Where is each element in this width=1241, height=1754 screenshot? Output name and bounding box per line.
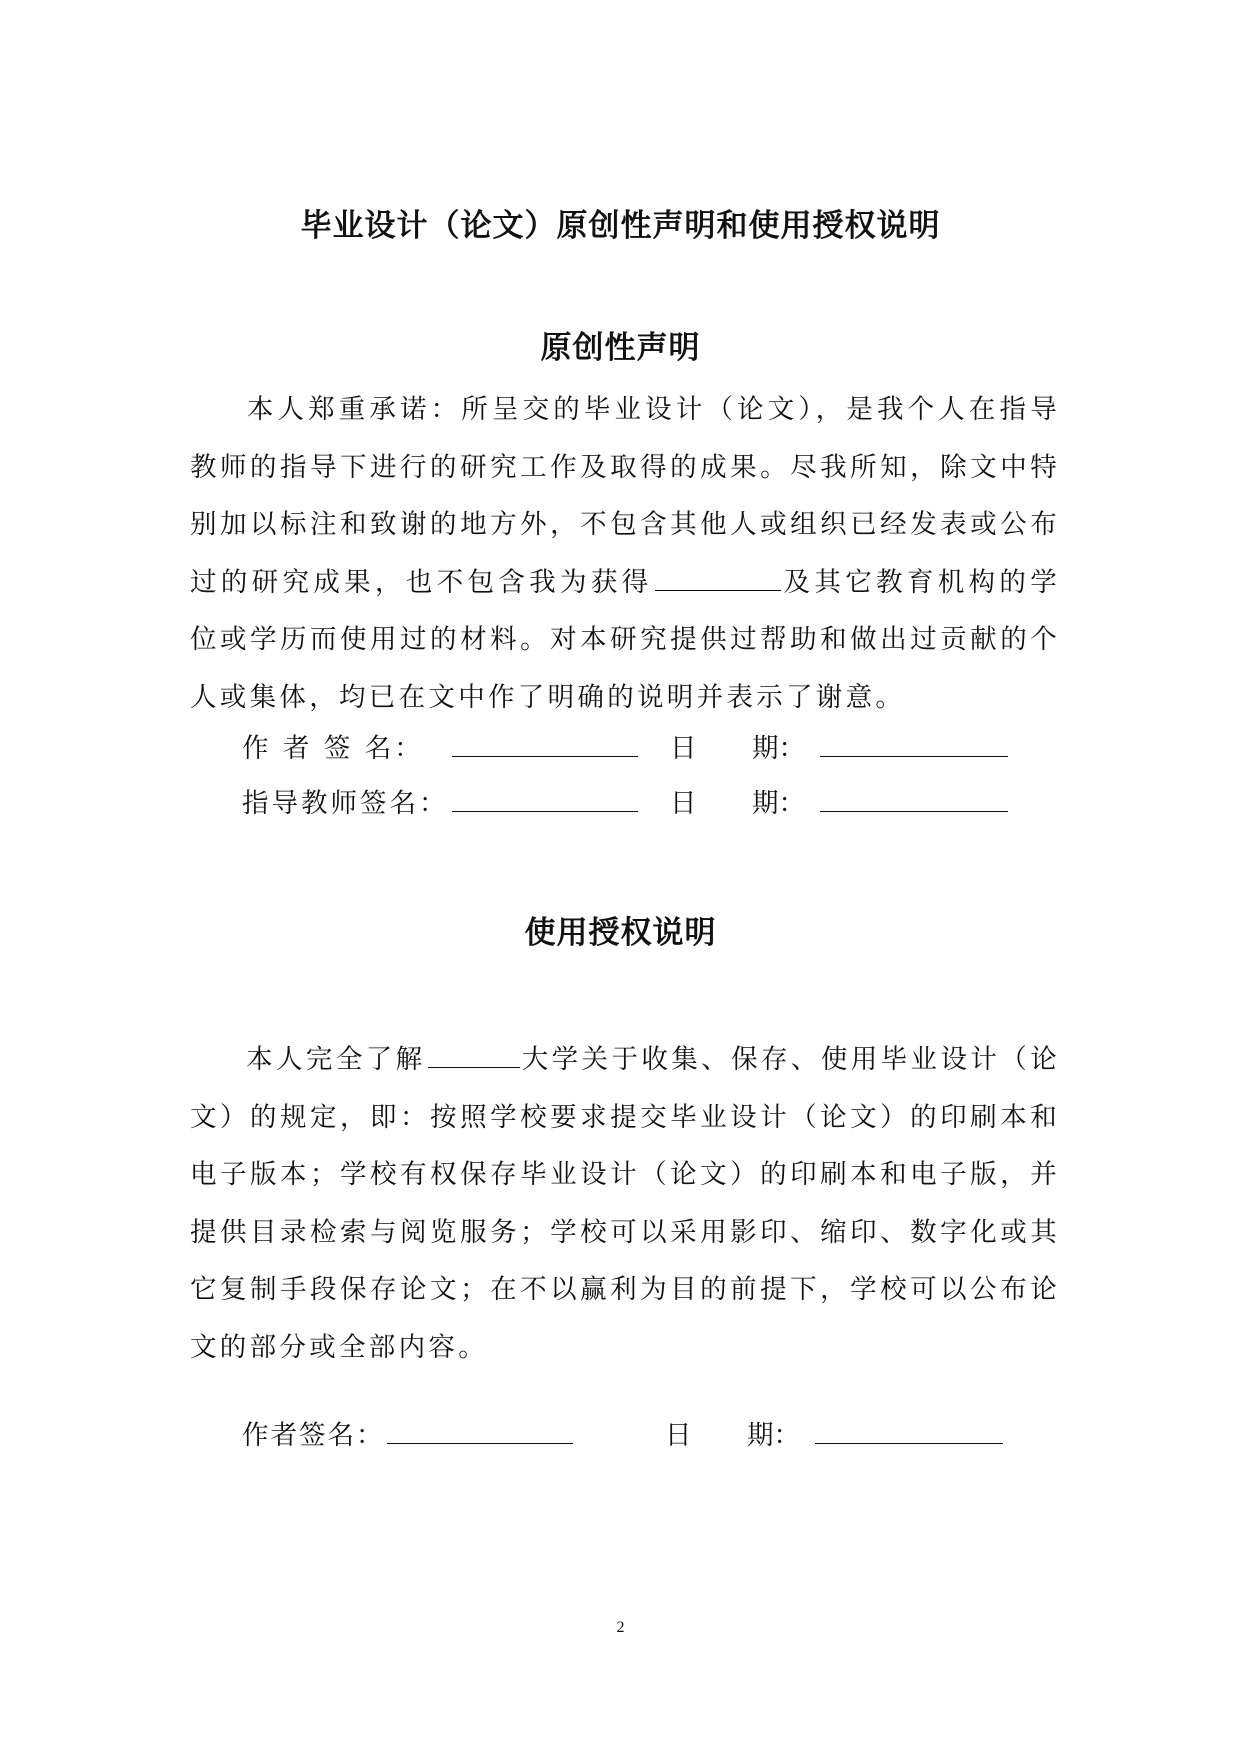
author-signature-row [242,726,1008,766]
date-label-char-1: 日 [670,788,697,819]
university-blank-line [428,1042,520,1068]
date-label-char-2: 期： [752,733,805,764]
authorization-text-part2: 大学关于收集、保存、使用毕业设计（论文）的规定，即：按照学校要求提交毕业设计（论文）的印刷本和电子版本；学校有权保存毕业设计（论文）的印刷本和电子版，并提供目录检索与阅览服务；学校可以采用影印、缩印、数字化或其它复制手段保存论文；在不以赢利为目的前提下，学校可以公布论文的部分或全部内容。 [190,1044,1060,1363]
author-signature-label: 作 者 签 名： [242,733,424,764]
author-date-line [820,728,1008,757]
authorization-author-signature-line [387,1415,573,1444]
author-signature-line [452,728,638,757]
page-number: 2 [616,1619,625,1636]
advisor-signature-line [452,783,638,812]
authorization-statement [190,1031,1060,1376]
authorization-date-line [815,1415,1003,1444]
originality-heading: 原创性声明 [540,330,701,366]
date-label [665,1413,815,1452]
date-label-char-2: 期： [752,788,805,819]
advisor-date-line [820,783,1008,812]
document-title: 毕业设计（论文）原创性声明和使用授权说明 [300,208,941,244]
originality-text-part1: 本人郑重承诺：所呈交的毕业设计（论文），是我个人在指导教师的指导下进行的研究工作及取得的成果。尽我所知，除文中特别加以标注和致谢的地方外，不包含其他人或组织已经发表或公布过的研究成果，也不包含我为获得 [190,394,1060,598]
advisor-signature-row [242,781,1008,821]
authorization-signature-row [242,1413,1003,1453]
date-label-char-1: 日 [665,1420,692,1451]
originality-text-part2: 及其它教育机构的学位或学历而使用过的材料。对本研究提供过帮助和做出过贡献的个人或集体，均已在文中作了明确的说明并表示了谢意。 [190,566,1060,713]
originality-statement [190,381,1060,726]
authorization-text-part1: 本人完全了解 [246,1044,426,1075]
institution-blank-line [655,565,781,591]
advisor-signature-label: 指导教师签名： [242,788,449,819]
authorization-heading: 使用授权说明 [524,915,717,951]
authorization-author-signature-label: 作者签名： [242,1420,385,1451]
date-label-char-1: 日 [670,733,697,764]
date-label [670,781,820,820]
date-label [670,726,820,765]
date-label-char-2: 期： [747,1420,800,1451]
